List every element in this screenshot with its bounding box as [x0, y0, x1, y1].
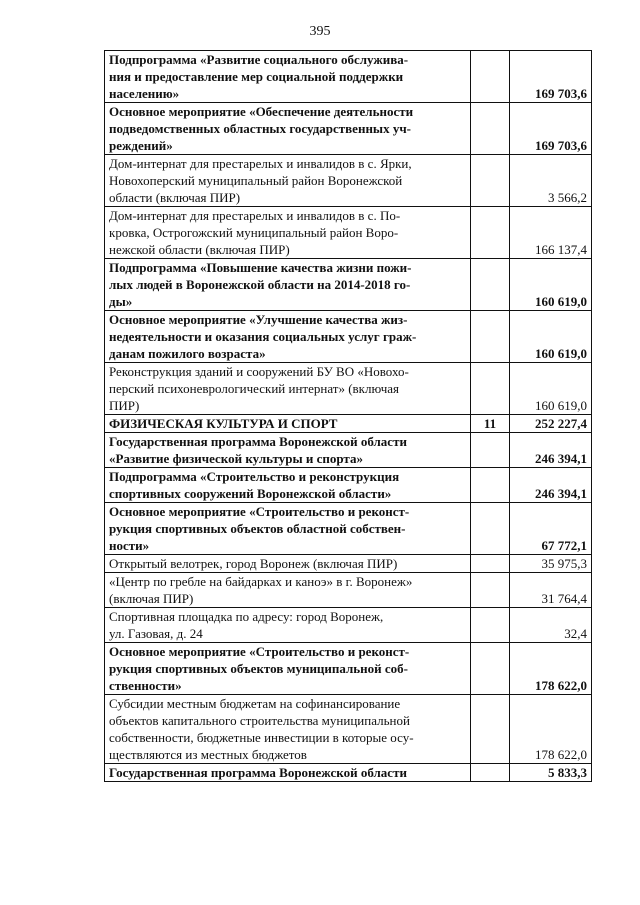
row-amount-cell: 160 619,0 — [510, 311, 592, 363]
table-row — [105, 695, 592, 764]
row-amount-cell: 35 975,3 — [510, 555, 592, 573]
budget-table — [104, 50, 592, 782]
row-name-cell: Подпрограмма «Повышение качества жизни пожи- лых людей в Воронежской области на 2014-2018 го- ды» — [105, 259, 471, 311]
row-name-cell: Основное мероприятие «Улучшение качества жиз- недеятельности и оказания социальных услуг граж- данам пожилого возраста» — [105, 311, 471, 363]
row-name-cell: Государственная программа Воронежской области — [105, 764, 471, 782]
row-amount-cell: 252 227,4 — [510, 415, 592, 433]
row-code-cell — [471, 207, 510, 259]
row-code-cell — [471, 764, 510, 782]
row-name-cell: Субсидии местным бюджетам на софинансирование объектов капитального строительства муниципальной собственности, бюджетные инвестиции в которые осу- ществляются из местных бюджетов — [105, 695, 471, 764]
row-amount-cell: 5 833,3 — [510, 764, 592, 782]
row-amount-cell: 166 137,4 — [510, 207, 592, 259]
row-name-cell: Спортивная площадка по адресу: город Воронеж, ул. Газовая, д. 24 — [105, 608, 471, 643]
row-code-cell — [471, 555, 510, 573]
row-code-cell: 11 — [471, 415, 510, 433]
row-amount-cell: 160 619,0 — [510, 259, 592, 311]
row-name-cell: Подпрограмма «Развитие социального обслужива- ния и предоставление мер социальной поддержки населению» — [105, 51, 471, 103]
table-row — [105, 764, 592, 782]
table-row — [105, 155, 592, 207]
table-row — [105, 311, 592, 363]
row-amount-cell: 178 622,0 — [510, 695, 592, 764]
row-amount-cell: 3 566,2 — [510, 155, 592, 207]
row-code-cell — [471, 103, 510, 155]
table-row — [105, 608, 592, 643]
row-name-cell: Основное мероприятие «Обеспечение деятельности подведомственных областных государственных уч- реждений» — [105, 103, 471, 155]
table-row — [105, 433, 592, 468]
row-name-cell: Дом-интернат для престарелых и инвалидов в с. Ярки, Новохоперский муниципальный район Воронежской области (включая ПИР) — [105, 155, 471, 207]
table-row — [105, 503, 592, 555]
row-code-cell — [471, 608, 510, 643]
row-name-cell: Основное мероприятие «Строительство и реконст- рукция спортивных объектов муниципальной соб- ственности» — [105, 643, 471, 695]
page-number: 395 — [309, 24, 331, 39]
row-code-cell — [471, 433, 510, 468]
row-amount-cell: 246 394,1 — [510, 433, 592, 468]
row-amount-cell: 32,4 — [510, 608, 592, 643]
table-row — [105, 207, 592, 259]
row-amount-cell: 246 394,1 — [510, 468, 592, 503]
row-amount-cell: 169 703,6 — [510, 103, 592, 155]
row-amount-cell: 160 619,0 — [510, 363, 592, 415]
table-row — [105, 415, 592, 433]
row-name-cell: Подпрограмма «Строительство и реконструкция спортивных сооружений Воронежской области» — [105, 468, 471, 503]
table-row — [105, 555, 592, 573]
row-name-cell: «Центр по гребле на байдарках и каноэ» в г. Воронеж» (включая ПИР) — [105, 573, 471, 608]
budget-table-body — [105, 51, 592, 782]
row-amount-cell: 169 703,6 — [510, 51, 592, 103]
row-amount-cell: 67 772,1 — [510, 503, 592, 555]
row-code-cell — [471, 573, 510, 608]
row-code-cell — [471, 695, 510, 764]
row-code-cell — [471, 155, 510, 207]
row-amount-cell: 178 622,0 — [510, 643, 592, 695]
table-row — [105, 468, 592, 503]
table-row — [105, 259, 592, 311]
row-code-cell — [471, 643, 510, 695]
table-row — [105, 643, 592, 695]
row-name-cell: Основное мероприятие «Строительство и реконст- рукция спортивных объектов областной собствен- ности» — [105, 503, 471, 555]
table-row — [105, 51, 592, 103]
row-name-cell: ФИЗИЧЕСКАЯ КУЛЬТУРА И СПОРТ — [105, 415, 471, 433]
row-name-cell: Реконструкция зданий и сооружений БУ ВО «Новохо- перский психоневрологический интернат» (включая ПИР) — [105, 363, 471, 415]
row-code-cell — [471, 259, 510, 311]
table-row — [105, 363, 592, 415]
row-code-cell — [471, 503, 510, 555]
row-name-cell: Государственная программа Воронежской области «Развитие физической культуры и спорта» — [105, 433, 471, 468]
row-code-cell — [471, 51, 510, 103]
row-code-cell — [471, 311, 510, 363]
row-code-cell — [471, 468, 510, 503]
table-row — [105, 573, 592, 608]
table-row — [105, 103, 592, 155]
row-name-cell: Дом-интернат для престарелых и инвалидов в с. По- кровка, Острогожский муниципальный район Воро- нежской области (включая ПИР) — [105, 207, 471, 259]
row-amount-cell: 31 764,4 — [510, 573, 592, 608]
row-name-cell: Открытый велотрек, город Воронеж (включая ПИР) — [105, 555, 471, 573]
row-code-cell — [471, 363, 510, 415]
